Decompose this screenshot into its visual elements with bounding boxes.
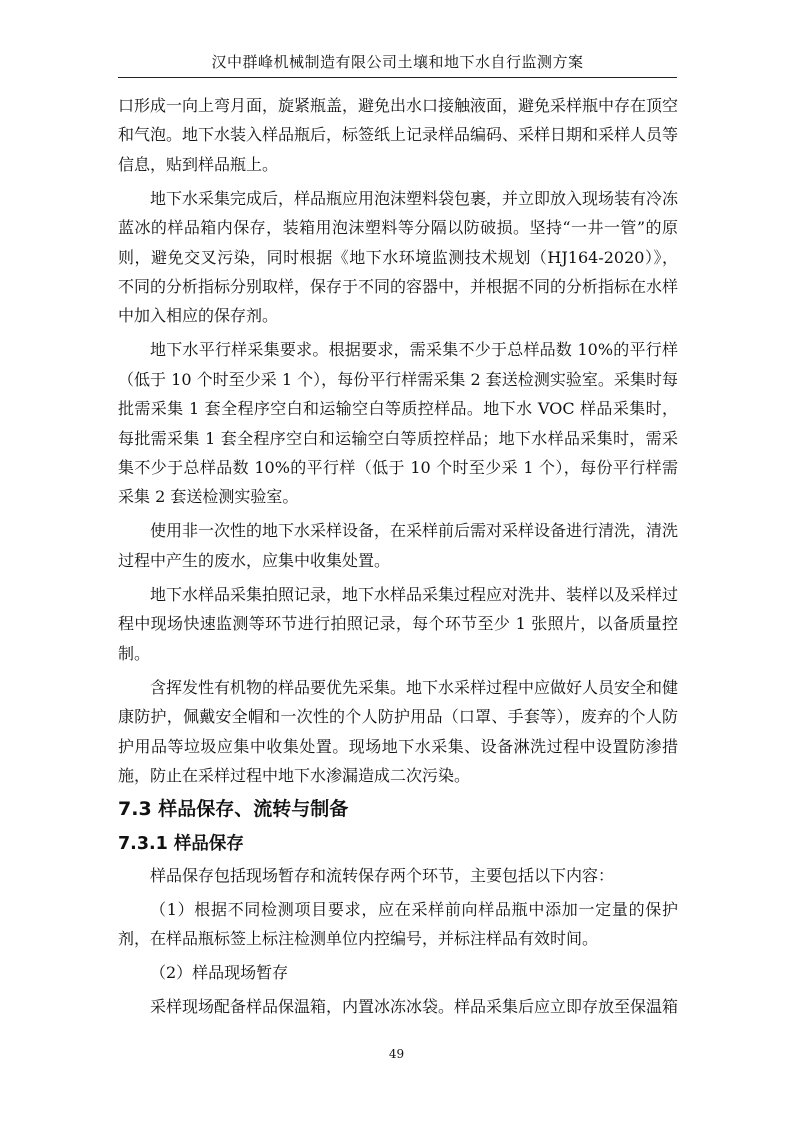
header-divider — [118, 77, 677, 78]
paragraph-onsite-storage: 采样现场配备样品保温箱，内置冰冻冰袋。样品采集后应立即存放至保温箱 — [150, 997, 679, 1017]
paragraph-sample-packing: 地下水采集完成后，样品瓶应用泡沫塑料袋包裹，并立即放入现场装有冷冻蓝冰的样品箱内保存，装箱用泡沫塑料等分隔以防破损。坚持“一井一管”的原则，避免交叉污染，同时根据《地下水环境监测技术规划（HJ164-2020）》，不同的分析指标分别取样，保存于不同的容器中，并根据不同的分析指标在水样中加入相应的保存剂。 — [118, 188, 679, 326]
paragraph-photo-record: 地下水样品采集拍照记录，地下水样品采集过程应对洗井、装样以及采样过程中现场快速监测等环节进行拍照记录，每个环节至少 1 张照片，以备质量控制。 — [118, 584, 679, 663]
page-number: 49 — [388, 1047, 405, 1061]
page-body — [118, 91, 678, 1026]
paragraph-continuation: 口形成一向上弯月面，旋紧瓶盖，避免出水口接触液面，避免采样瓶中存在顶空和气泡。地下水装入样品瓶后，标签纸上记录样品编码、采样日期和采样人员等信息，贴到样品瓶上。 — [118, 96, 679, 174]
section-heading-7-3: 7.3 样品保存、流转与制备 — [118, 797, 349, 820]
paragraph-voc-safety: 含挥发性有机物的样品要优先采集。地下水采样过程中应做好人员安全和健康防护，佩戴安全帽和一次性的个人防护用品（口罩、手套等），废弃的个人防护用品等垃圾应集中收集处置。现场地下水采集、设备淋洗过程中设置防渗措施，防止在采样过程中地下水渗漏造成二次污染。 — [118, 677, 679, 785]
paragraph-equipment-cleaning: 使用非一次性的地下水采样设备，在采样前后需对采样设备进行清洗，清洗过程中产生的废水，应集中收集处置。 — [118, 521, 679, 570]
paragraph-storage-intro: 样品保存包括现场暂存和流转保存两个环节，主要包括以下内容： — [150, 865, 615, 885]
paragraph-storage-item-2: （2）样品现场暂存 — [150, 963, 289, 983]
paragraph-storage-item-1: （1）根据不同检测项目要求，应在采样前向样品瓶中添加一定量的保护剂，在样品瓶标签上标注检测单位内控编号，并标注样品有效时间。 — [118, 899, 678, 949]
section-heading-7-3-1: 7.3.1 样品保存 — [118, 833, 244, 854]
running-header: 汉中群峰机械制造有限公司土壤和地下水自行监测方案 — [211, 53, 584, 71]
paragraph-parallel-samples: 地下水平行样采集要求。根据要求，需采集不少于总样品数 10%的平行样（低于 10 个时至少采 1 个），每份平行样需采集 2 套送检测实验室。采集时每批需采集 1 套全程序空白和运输空白等质控样品。地下水 VOC 样品采集时，每批需采集 1 套全程序空白和运输空白等质控样品；地下水样品采集时，需采集不少于总样品数 10%的平行样（低于 10 个时至少采 1 个），每份平行样需采集 2 套送检测实验室。 — [118, 340, 678, 507]
